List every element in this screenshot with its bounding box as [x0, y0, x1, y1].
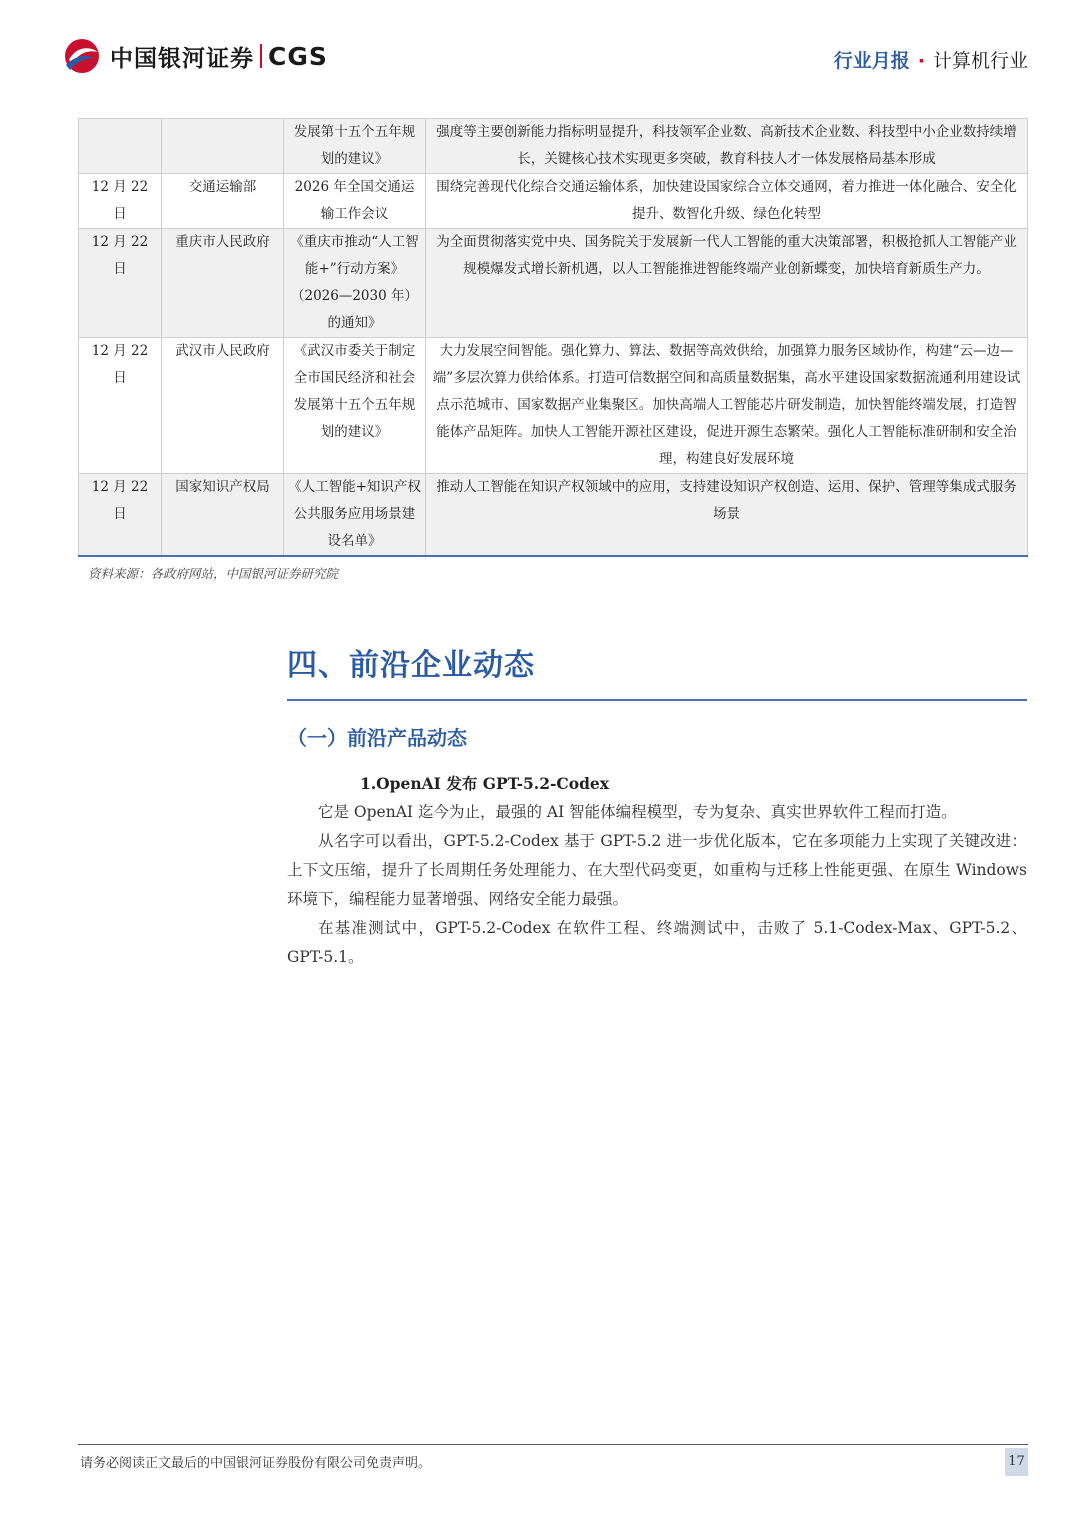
- doc-cell: 《人工智能+知识产权公共服务应用场景建设名单》: [284, 474, 426, 557]
- logo-divider: [260, 44, 262, 68]
- dept-cell: 国家知识产权局: [162, 474, 284, 557]
- doc-cell: 《武汉市委关于制定全市国民经济和社会发展第十五个五年规划的建议》: [284, 338, 426, 474]
- table-row: [79, 119, 1028, 174]
- logo-en-text: CGS: [268, 41, 328, 71]
- date-cell: [79, 119, 162, 174]
- company-logo: [60, 38, 328, 74]
- content-cell: 强度等主要创新能力指标明显提升，科技领军企业数、高新技术企业数、科技型中小企业数持续增长，关键核心技术实现更多突破，教育科技人才一体发展格局基本形成: [426, 119, 1028, 174]
- section-title: 四、前沿企业动态: [287, 648, 535, 683]
- table-row: [79, 338, 1028, 474]
- paragraph: 它是 OpenAI 迄今为止，最强的 AI 智能体编程模型，专为复杂、真实世界软件工程而打造。: [318, 803, 957, 821]
- table-row: [79, 174, 1028, 229]
- item-heading: 1.OpenAI 发布 GPT-5.2-Codex: [360, 774, 610, 793]
- section-divider: [287, 699, 1027, 701]
- content-cell: 围绕完善现代化综合交通运输体系，加快建设国家综合立体交通网，着力推进一体化融合、安全化提升、数智化升级、绿色化转型: [426, 174, 1028, 229]
- content-cell: 为全面贯彻落实党中央、国务院关于发展新一代人工智能的重大决策部署，积极抢抓人工智能产业规模爆发式增长新机遇，以人工智能推进智能终端产业创新蝶变，加快培育新质生产力。: [426, 229, 1028, 338]
- content-cell: 推动人工智能在知识产权领域中的应用，支持建设知识产权创造、运用、保护、管理等集成式服务场景: [426, 474, 1028, 557]
- page-number: 17: [1005, 1448, 1028, 1476]
- doc-cell: 发展第十五个五年规划的建议》: [284, 119, 426, 174]
- date-cell: 12 月 22 日: [79, 174, 162, 229]
- page-header: [0, 0, 1080, 110]
- cgs-logo-icon: [60, 38, 104, 74]
- report-label: [834, 46, 1028, 73]
- paragraph: 在基准测试中，GPT-5.2-Codex 在软件工程、终端测试中，击败了 5.1-Codex-Max、GPT-5.2、GPT-5.1。: [287, 919, 1027, 966]
- date-cell: 12 月 22 日: [79, 229, 162, 338]
- doc-cell: 2026 年全国交通运输工作会议: [284, 174, 426, 229]
- dept-cell: 武汉市人民政府: [162, 338, 284, 474]
- date-cell: 12 月 22 日: [79, 474, 162, 557]
- table-row: [79, 229, 1028, 338]
- dept-cell: 交通运输部: [162, 174, 284, 229]
- content-cell: 大力发展空间智能。强化算力、算法、数据等高效供给，加强算力服务区域协作，构建“云—边—端”多层次算力供给体系。打造可信数据空间和高质量数据集，高水平建设国家数据流通利用建设试点示范城市、国家数据产业集聚区。加快高端人工智能芯片研发制造，加快智能终端发展，打造智能体产品矩阵。加快人工智能开源社区建设，促进开源生态繁荣。强化人工智能标准研制和安全治理，构建良好发展环境: [426, 338, 1028, 474]
- subsection-title: （一）前沿产品动态: [287, 726, 467, 750]
- policy-table: [78, 118, 1028, 557]
- date-cell: 12 月 22 日: [79, 338, 162, 474]
- logo-cn-text: 中国银河证券: [110, 45, 254, 72]
- report-type: 行业月报: [833, 50, 910, 72]
- dept-cell: 重庆市人民政府: [162, 229, 284, 338]
- dept-cell: [162, 119, 284, 174]
- paragraph: 从名字可以看出，GPT-5.2-Codex 基于 GPT-5.2 进一步优化版本，它在多项能力上实现了关键改进：上下文压缩，提升了长周期任务处理能力、在大型代码变更，如重构与迁移上性能更强、在原生 Windows 环境下，编程能力显著增强、网络安全能力最强。: [287, 832, 1027, 908]
- footer-divider: [78, 1444, 1028, 1445]
- doc-cell: 《重庆市推动“人工智能+”行动方案》（2026—2030 年）的通知》: [284, 229, 426, 338]
- body-text: [287, 798, 1027, 972]
- industry-name: 计算机行业: [932, 50, 1028, 72]
- table-row: [79, 474, 1028, 557]
- footer-disclaimer: 请务必阅读正文最后的中国银河证券股份有限公司免责声明。: [80, 1456, 432, 1471]
- header-separator: ·: [917, 50, 925, 72]
- table-source-note: 资料来源：各政府网站，中国银河证券研究院: [88, 566, 339, 581]
